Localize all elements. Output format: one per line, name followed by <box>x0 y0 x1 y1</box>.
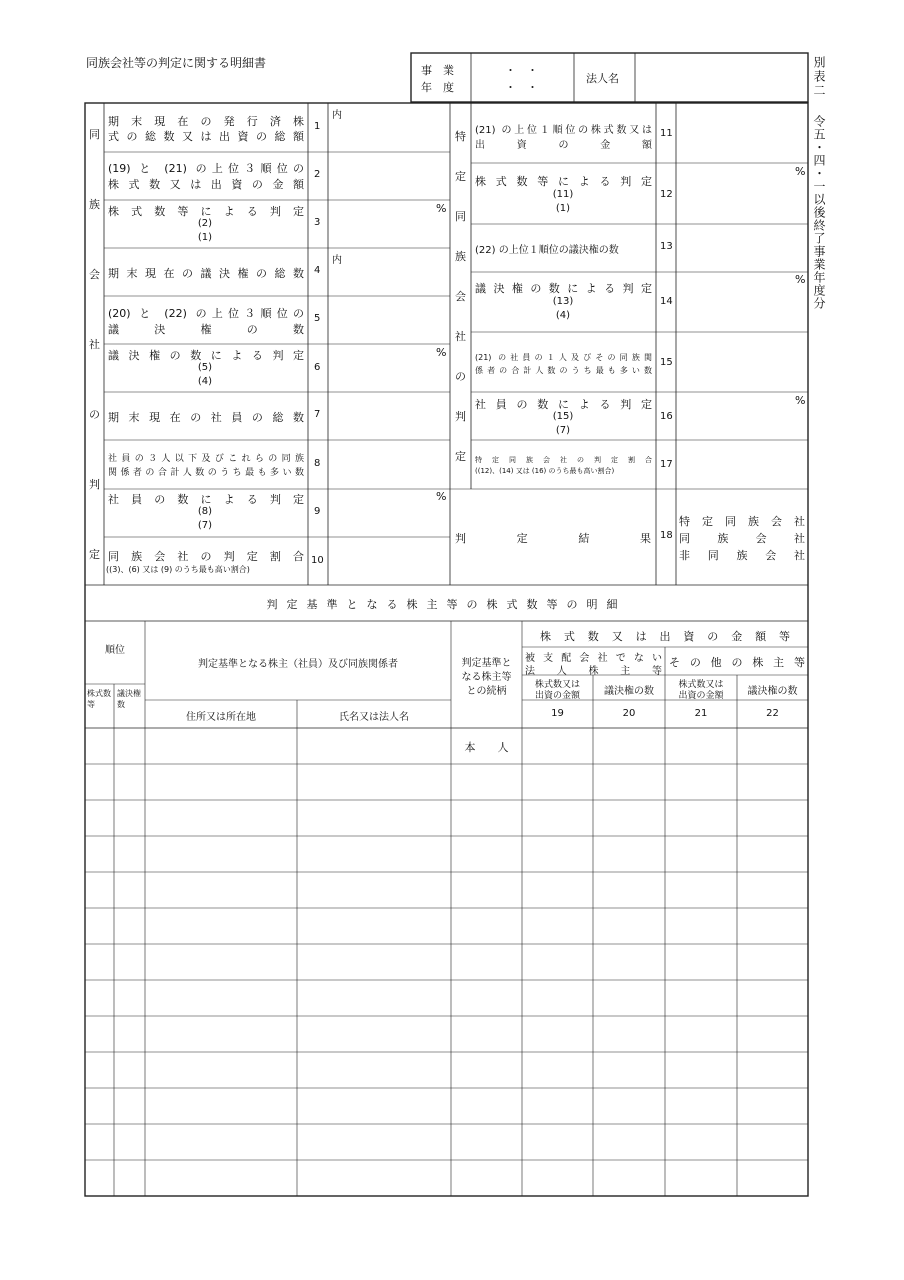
row14-number: 14 <box>660 296 673 307</box>
row9-number: 9 <box>314 506 321 517</box>
corp-name-field[interactable] <box>636 54 807 101</box>
row16-value-field[interactable] <box>677 393 807 439</box>
row8-number: 8 <box>314 458 321 469</box>
row17-value-field[interactable] <box>677 441 807 488</box>
table-row[interactable] <box>86 909 807 943</box>
row10-label-line1: 同族会社の判定割合 <box>108 550 304 563</box>
row15-number: 15 <box>660 357 673 368</box>
first-row-relation: 本 人 <box>464 741 509 754</box>
row1-prefix: 内 <box>332 110 342 121</box>
table-row[interactable] <box>86 801 807 835</box>
result-option-family[interactable]: 同族会社 <box>679 532 805 545</box>
table-row[interactable] <box>86 1089 807 1123</box>
relation-header-line3: との続柄 <box>466 686 507 697</box>
non-controlled-header-line2: 法人株主等 <box>525 666 662 677</box>
row8-label-line1: 社員の３人以下及びこれらの同族 <box>108 454 304 464</box>
col19-number: 19 <box>551 708 564 719</box>
row5-value-field[interactable] <box>329 297 449 343</box>
side-label-sub: 令五・四・一以後終了事業年度分 <box>812 115 826 310</box>
right-vertical-label-4: 族 <box>455 250 466 263</box>
row4-label: 期末現在の議決権の総数 <box>108 267 304 280</box>
date-field-start[interactable]: ・ ・ <box>505 64 538 77</box>
address-header: 住所又は所在地 <box>186 712 256 723</box>
row6-fraction-bottom: (4) <box>197 376 213 387</box>
name-header: 氏名又は法人名 <box>339 712 409 723</box>
row1-value-field[interactable] <box>329 104 449 151</box>
row3-label: 株式数等による判定 <box>108 205 304 218</box>
right-vertical-label-5: 会 <box>455 290 466 303</box>
table-row[interactable] <box>86 765 807 799</box>
row2-label-line1: (19) と (21) の上位３順位の <box>108 162 304 175</box>
row15-value-field[interactable] <box>677 333 807 391</box>
row12-number: 12 <box>660 189 673 200</box>
row16-number: 16 <box>660 411 673 422</box>
row11-value-field[interactable] <box>677 104 807 162</box>
non-controlled-header-line1: 被支配会社でない <box>525 653 662 664</box>
right-vertical-label-6: 社 <box>455 330 466 343</box>
right-vertical-label-7: の <box>455 370 466 383</box>
right-vertical-label-3: 同 <box>455 210 466 223</box>
row9-fraction-bottom: (7) <box>197 520 213 531</box>
result-option-specific[interactable]: 特定同族会社 <box>679 515 805 528</box>
result-label: 判 定 結 果 <box>455 532 651 545</box>
row11-label-line2: 出資の金額 <box>475 140 652 151</box>
table-row[interactable] <box>86 1125 807 1159</box>
row6-unit: % <box>436 346 447 359</box>
row17-label-line2: ((12)、(14) 又は (16) のうち最も高い割合) <box>475 467 615 475</box>
table-row[interactable] <box>86 1017 807 1051</box>
row6-number: 6 <box>314 362 321 373</box>
jigyo-nendo-bottom: 年 度 <box>421 81 454 94</box>
table-row[interactable] <box>86 981 807 1015</box>
row12-fraction-top: (11) <box>552 189 574 200</box>
row13-value-field[interactable] <box>677 225 807 271</box>
row13-number: 13 <box>660 241 673 252</box>
row7-value-field[interactable] <box>329 393 449 439</box>
rank-shares-header: 株式数等 <box>87 689 111 709</box>
row3-value-field[interactable] <box>329 201 449 247</box>
holder-header: 判定基準となる株主（社員）及び同族関係者 <box>198 659 398 670</box>
left-vertical-label-5: の <box>89 408 100 421</box>
table-row[interactable] <box>86 945 807 979</box>
row5-label-line1: (20) と (22) の上位３順位の <box>108 307 304 320</box>
row3-unit: % <box>436 202 447 215</box>
col19-header-line2: 出資の金額 <box>534 691 580 701</box>
row7-label: 期末現在の社員の総数 <box>108 411 304 424</box>
row11-label-line1: (21) の上位１順位の株式数又は <box>475 125 652 136</box>
row3-fraction-top: (2) <box>197 218 213 229</box>
row1-number: 1 <box>314 121 321 132</box>
row12-value-field[interactable] <box>677 164 807 223</box>
row5-number: 5 <box>314 313 321 324</box>
left-vertical-label-3: 会 <box>89 268 100 281</box>
row14-fraction-top: (13) <box>552 296 574 307</box>
row2-value-field[interactable] <box>329 153 449 199</box>
row8-label-line2: 関係者の合計人数のうち最も多い数 <box>108 468 304 478</box>
row17-number: 17 <box>660 459 673 470</box>
row10-value-field[interactable] <box>329 538 449 584</box>
row11-number: 11 <box>660 128 673 139</box>
row6-label: 議決権の数による判定 <box>108 349 304 362</box>
row4-value-field[interactable] <box>329 249 449 295</box>
relation-header-line2: なる株主等 <box>461 672 512 683</box>
row9-value-field[interactable] <box>329 490 449 536</box>
date-field-end[interactable]: ・ ・ <box>505 81 538 94</box>
row14-label: 議決権の数による判定 <box>475 282 652 295</box>
right-vertical-label-1: 特 <box>455 130 466 143</box>
col22-number: 22 <box>766 708 779 719</box>
table-row[interactable] <box>86 873 807 907</box>
row12-unit: % <box>795 165 806 178</box>
row14-unit: % <box>795 273 806 286</box>
col21-header-line2: 出資の金額 <box>678 691 724 701</box>
rank-header: 順位 <box>105 645 125 656</box>
row15-label-line2: 係者の合計人数のうち最も多い数 <box>475 366 652 375</box>
row12-label: 株式数等による判定 <box>475 175 652 188</box>
relation-header-line1: 判定基準と <box>461 658 512 669</box>
side-label-top: 別表二 <box>812 56 826 98</box>
row1-label-line2: 式の総数又は出資の総額 <box>108 130 304 143</box>
row17-label-line1: 特定同族会社の判定割合 <box>475 456 652 464</box>
col20-header: 議決権の数 <box>604 686 654 697</box>
row16-fraction-top: (15) <box>552 411 574 422</box>
row10-number: 10 <box>311 555 324 566</box>
left-vertical-label-4: 社 <box>89 338 100 351</box>
row6-fraction-top: (5) <box>197 362 213 373</box>
row16-label: 社員の数による判定 <box>475 398 652 411</box>
right-vertical-label-9: 定 <box>455 450 466 463</box>
jigyo-nendo-top: 事 業 <box>421 64 454 77</box>
col21-header-line1: 株式数又は <box>678 680 724 690</box>
row5-label-line2: 議決権の数 <box>108 323 304 336</box>
row4-number: 4 <box>314 265 321 276</box>
row13-label: (22) の上位１順位の議決権の数 <box>475 245 619 256</box>
col20-number: 20 <box>622 708 636 719</box>
row9-label: 社員の数による判定 <box>108 493 304 506</box>
shares-header: 株式数又は出資の金額等 <box>540 630 790 643</box>
result-option-non-family[interactable]: 非同族会社 <box>679 549 805 562</box>
other-holders-header: その他の株主等 <box>669 656 805 669</box>
row16-unit: % <box>795 394 806 407</box>
row3-fraction-bottom: (1) <box>197 232 213 243</box>
form-title: 同族会社等の判定に関する明細書 <box>86 56 267 70</box>
row14-fraction-bottom: (4) <box>555 310 571 321</box>
right-vertical-label-2: 定 <box>455 170 466 183</box>
row8-value-field[interactable] <box>329 441 449 488</box>
row2-number: 2 <box>314 169 321 180</box>
row18-number: 18 <box>660 530 673 541</box>
row15-label-line1: (21) の社員の１人及びその同族関 <box>475 353 652 362</box>
table-row[interactable] <box>86 729 807 763</box>
row16-fraction-bottom: (7) <box>555 425 571 436</box>
row6-value-field[interactable] <box>329 345 449 391</box>
left-vertical-label-7: 定 <box>89 548 100 561</box>
table-row[interactable] <box>86 837 807 871</box>
row9-fraction-top: (8) <box>197 506 213 517</box>
rank-votes-header: 議決権数 <box>117 689 141 709</box>
row2-label-line2: 株式数又は出資の金額 <box>108 178 304 191</box>
corp-name-label: 法人名 <box>586 72 619 85</box>
right-vertical-label-8: 判 <box>455 410 466 423</box>
row7-number: 7 <box>314 409 321 420</box>
row10-label-line2: ((3)、(6) 又は (9) のうち最も高い割合) <box>106 565 250 574</box>
col21-number: 21 <box>694 708 708 719</box>
row12-fraction-bottom: (1) <box>555 203 571 214</box>
detail-section-title: 判定基準となる株主等の株式数等の明細 <box>266 598 627 611</box>
left-vertical-label-2: 族 <box>89 198 100 211</box>
row3-number: 3 <box>314 217 321 228</box>
left-vertical-label-1: 同 <box>89 128 100 141</box>
left-vertical-label-6: 判 <box>89 478 100 491</box>
col19-header-line1: 株式数又は <box>534 680 580 690</box>
col22-header: 議決権の数 <box>747 686 798 697</box>
row14-value-field[interactable] <box>677 273 807 331</box>
table-row[interactable] <box>86 1161 807 1195</box>
table-row[interactable] <box>86 1053 807 1087</box>
row4-prefix: 内 <box>332 255 342 266</box>
row1-label-line1: 期末現在の発行済株 <box>108 115 304 128</box>
row9-unit: % <box>436 490 447 503</box>
